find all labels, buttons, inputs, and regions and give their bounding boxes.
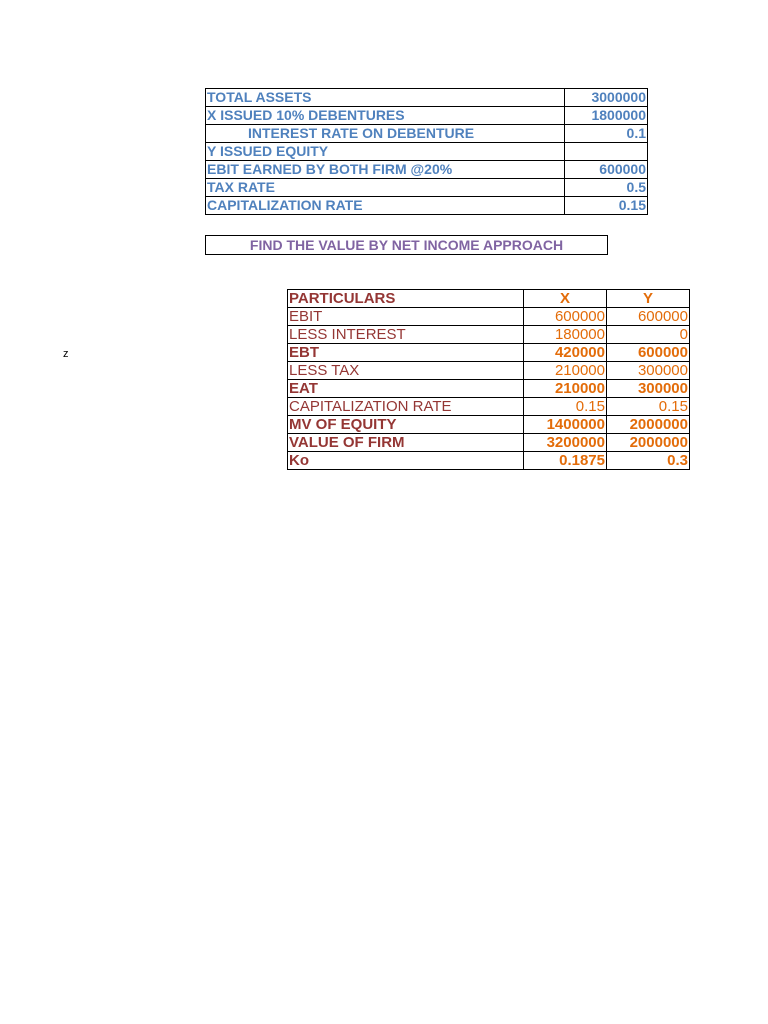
- inputs-table: [205, 88, 648, 215]
- row-label[interactable]: MV OF EQUITY: [288, 416, 524, 434]
- table-header-row: [288, 290, 690, 308]
- input-label[interactable]: CAPITALIZATION RATE: [206, 197, 565, 215]
- stray-cell-text[interactable]: z: [63, 348, 69, 360]
- input-label[interactable]: INTEREST RATE ON DEBENTURE: [206, 125, 565, 143]
- table-row: [206, 236, 608, 255]
- row-value-y[interactable]: 0.15: [607, 398, 690, 416]
- input-value[interactable]: 600000: [565, 161, 648, 179]
- row-value-x[interactable]: 210000: [524, 362, 607, 380]
- row-value-x[interactable]: 3200000: [524, 434, 607, 452]
- row-value-x[interactable]: 180000: [524, 326, 607, 344]
- table-row: [206, 143, 648, 161]
- row-value-y[interactable]: 0: [607, 326, 690, 344]
- row-value-x[interactable]: 0.15: [524, 398, 607, 416]
- input-value[interactable]: 0.5: [565, 179, 648, 197]
- input-value[interactable]: 3000000: [565, 89, 648, 107]
- table-row: [206, 197, 648, 215]
- input-label[interactable]: EBIT EARNED BY BOTH FIRM @20%: [206, 161, 565, 179]
- row-value-x[interactable]: 1400000: [524, 416, 607, 434]
- table-row: [206, 107, 648, 125]
- row-label[interactable]: EBIT: [288, 308, 524, 326]
- header-particulars[interactable]: PARTICULARS: [288, 290, 524, 308]
- table-row: [288, 344, 690, 362]
- table-row: [288, 362, 690, 380]
- table-row: [288, 452, 690, 470]
- input-label[interactable]: TAX RATE: [206, 179, 565, 197]
- table-row: [288, 398, 690, 416]
- row-value-y[interactable]: 2000000: [607, 416, 690, 434]
- table-row: [288, 416, 690, 434]
- row-value-x[interactable]: 420000: [524, 344, 607, 362]
- table-row: [288, 326, 690, 344]
- row-value-y[interactable]: 600000: [607, 344, 690, 362]
- table-row: [206, 161, 648, 179]
- row-label[interactable]: LESS INTEREST: [288, 326, 524, 344]
- row-label[interactable]: LESS TAX: [288, 362, 524, 380]
- title-box: [205, 235, 608, 255]
- table-row: [288, 434, 690, 452]
- row-label[interactable]: CAPITALIZATION RATE: [288, 398, 524, 416]
- table-row: [288, 308, 690, 326]
- row-value-y[interactable]: 300000: [607, 380, 690, 398]
- row-value-y[interactable]: 0.3: [607, 452, 690, 470]
- input-value[interactable]: 1800000: [565, 107, 648, 125]
- row-value-y[interactable]: 2000000: [607, 434, 690, 452]
- input-value[interactable]: 0.15: [565, 197, 648, 215]
- input-label[interactable]: TOTAL ASSETS: [206, 89, 565, 107]
- header-y[interactable]: Y: [607, 290, 690, 308]
- input-label[interactable]: X ISSUED 10% DEBENTURES: [206, 107, 565, 125]
- row-label[interactable]: EBT: [288, 344, 524, 362]
- row-label[interactable]: VALUE OF FIRM: [288, 434, 524, 452]
- row-value-y[interactable]: 600000: [607, 308, 690, 326]
- table-row: [288, 380, 690, 398]
- page-title[interactable]: FIND THE VALUE BY NET INCOME APPROACH: [206, 236, 608, 255]
- results-table: [287, 289, 690, 470]
- row-value-x[interactable]: 210000: [524, 380, 607, 398]
- row-value-x[interactable]: 0.1875: [524, 452, 607, 470]
- row-label[interactable]: Ko: [288, 452, 524, 470]
- input-label[interactable]: Y ISSUED EQUITY: [206, 143, 565, 161]
- input-value[interactable]: [565, 143, 648, 161]
- input-value[interactable]: 0.1: [565, 125, 648, 143]
- table-row: [206, 179, 648, 197]
- row-value-x[interactable]: 600000: [524, 308, 607, 326]
- row-label[interactable]: EAT: [288, 380, 524, 398]
- table-row: [206, 125, 648, 143]
- row-value-y[interactable]: 300000: [607, 362, 690, 380]
- header-x[interactable]: X: [524, 290, 607, 308]
- table-row: [206, 89, 648, 107]
